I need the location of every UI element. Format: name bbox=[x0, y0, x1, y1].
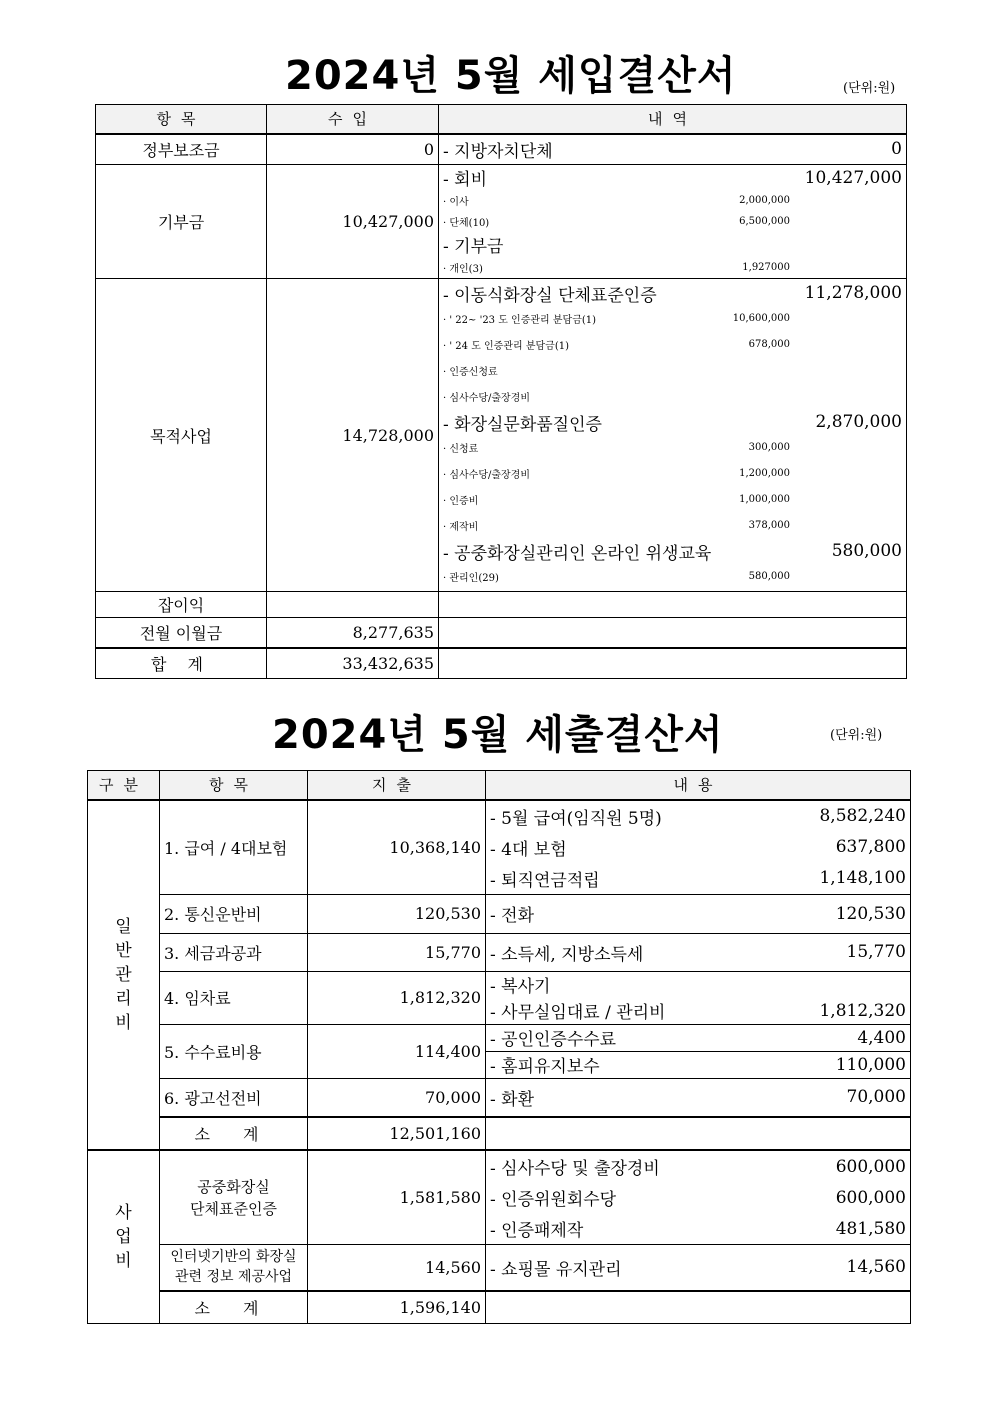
purpose-amount: 14,728,000 bbox=[267, 279, 439, 592]
total-amount: 33,432,635 bbox=[267, 648, 439, 679]
purpose-group1-label: - 이동식화장실 단체표준인증 bbox=[443, 285, 657, 306]
income-header-amount: 수입 bbox=[267, 105, 439, 134]
expense-header-item: 항목 bbox=[160, 771, 308, 800]
expense-table bbox=[87, 770, 911, 1324]
expense-detail: - 5월 급여(임직원 5명) 8,582,240 - 4대 보험 637,800 - 퇴직연금적립 1,148,100 bbox=[486, 800, 911, 895]
gov-detail-label: - 지방자치단체 bbox=[443, 141, 553, 162]
table-row bbox=[88, 933, 911, 971]
expense-amount: 1,812,320 bbox=[308, 971, 486, 1024]
donation-detail bbox=[439, 165, 907, 279]
donation-group1-amount: 10,427,000 bbox=[804, 167, 902, 188]
expense-item: 인터넷기반의 화장실 관련 정보 제공사업 bbox=[160, 1245, 308, 1291]
expense-title: 2024년 5월 세출결산서 bbox=[272, 712, 724, 758]
expense-amount: 70,000 bbox=[308, 1078, 486, 1117]
expense-detail: - 공인인증수수료 4,400 - 홈피유지보수 110,000 bbox=[486, 1024, 911, 1078]
donation-amount: 10,427,000 bbox=[267, 165, 439, 279]
expense-item: 4. 임차료 bbox=[160, 971, 308, 1024]
income-title: 2024년 5월 세입결산서 bbox=[285, 53, 737, 99]
income-row-donation bbox=[96, 165, 907, 279]
purpose-group1-amount: 11,278,000 bbox=[804, 283, 902, 303]
general-subtotal-label: 소 계 bbox=[160, 1117, 308, 1150]
expense-unit-label: (단위:원) bbox=[830, 728, 883, 743]
donation-group2-label: - 기부금 bbox=[443, 237, 504, 257]
purpose-detail bbox=[439, 279, 907, 592]
income-row-misc bbox=[96, 592, 907, 618]
purpose-item: 목적사업 bbox=[96, 279, 267, 592]
expense-detail: - 화환 70,000 bbox=[486, 1078, 911, 1117]
general-category: 일반관리비 bbox=[88, 800, 160, 1151]
list-item: · 이사 2,000,000 bbox=[443, 195, 790, 208]
donation-group1-label: - 회비 bbox=[443, 170, 487, 190]
list-item: · 단체(10) 6,500,000 bbox=[443, 216, 790, 229]
expense-header-detail: 내용 bbox=[486, 771, 911, 800]
list-item: · 심사수당/출장경비 1,200,000 bbox=[443, 468, 790, 481]
table-row bbox=[88, 800, 911, 895]
expense-item: 2. 통신운반비 bbox=[160, 894, 308, 933]
donation-item: 기부금 bbox=[96, 165, 267, 279]
expense-amount: 10,368,140 bbox=[308, 800, 486, 895]
income-unit-label: (단위:원) bbox=[843, 81, 896, 96]
income-row-purpose bbox=[96, 279, 907, 592]
gov-detail-amount: 0 bbox=[891, 139, 902, 160]
table-row bbox=[88, 1150, 911, 1245]
table-row bbox=[88, 1245, 911, 1291]
expense-item: 공중화장실 단체표준인증 bbox=[160, 1150, 308, 1245]
table-row bbox=[88, 1078, 911, 1117]
expense-detail: - 쇼핑몰 유지관리 14,560 bbox=[486, 1245, 911, 1291]
misc-item: 잡이익 bbox=[96, 592, 267, 618]
total-item: 합 계 bbox=[96, 648, 267, 679]
expense-detail: - 심사수당 및 출장경비 600,000 - 인증위원회수당 600,000 - 인증패제작 481,580 bbox=[486, 1150, 911, 1245]
business-category: 사업비 bbox=[88, 1150, 160, 1324]
list-item: · ' 24 도 인증관리 분담금(1) 678,000 bbox=[443, 339, 790, 352]
purpose-group3-amount: 580,000 bbox=[831, 541, 902, 561]
expense-amount: 15,770 bbox=[308, 933, 486, 971]
misc-amount bbox=[267, 592, 439, 618]
table-row bbox=[88, 1024, 911, 1078]
gov-detail bbox=[439, 134, 907, 165]
expense-detail: - 복사기 - 사무실임대료 / 관리비 1,812,320 bbox=[486, 971, 911, 1024]
gov-amount: 0 bbox=[267, 134, 439, 165]
business-subtotal-amount: 1,596,140 bbox=[308, 1291, 486, 1324]
expense-header-amount: 지출 bbox=[308, 771, 486, 800]
expense-item: 6. 광고선전비 bbox=[160, 1078, 308, 1117]
list-item: · ' 22~ '23 도 인증관리 분담금(1) 10,600,000 bbox=[443, 313, 790, 326]
list-item: · 개인(3) 1,927000 bbox=[443, 262, 790, 275]
list-item: · 관리인(29) 580,000 bbox=[443, 571, 790, 584]
table-row bbox=[88, 894, 911, 933]
purpose-group2-label: - 화장실문화품질인증 bbox=[443, 414, 602, 435]
expense-detail: - 소득세, 지방소득세 15,770 bbox=[486, 933, 911, 971]
income-row-carry bbox=[96, 618, 907, 648]
list-item: · 신청료 300,000 bbox=[443, 442, 790, 455]
list-item: · 인증비 1,000,000 bbox=[443, 494, 790, 507]
carry-item: 전월 이월금 bbox=[96, 618, 267, 648]
expense-amount: 120,530 bbox=[308, 894, 486, 933]
table-row bbox=[88, 971, 911, 1024]
income-header-detail: 내역 bbox=[439, 105, 907, 134]
income-row-total bbox=[96, 648, 907, 679]
expense-amount: 14,560 bbox=[308, 1245, 486, 1291]
expense-amount: 114,400 bbox=[308, 1024, 486, 1078]
general-subtotal-row bbox=[88, 1117, 911, 1150]
expense-detail: - 전화 120,530 bbox=[486, 894, 911, 933]
gov-item: 정부보조금 bbox=[96, 134, 267, 165]
purpose-group3-label: - 공중화장실관리인 온라인 위생교육 bbox=[443, 543, 712, 564]
list-item: · 인증신청료 bbox=[443, 367, 498, 378]
income-header-item: 항목 bbox=[96, 105, 267, 134]
expense-header-category: 구분 bbox=[88, 771, 160, 800]
expense-item: 1. 급여 / 4대보험 bbox=[160, 800, 308, 895]
income-table bbox=[95, 104, 907, 679]
income-row-gov bbox=[96, 134, 907, 165]
purpose-group2-amount: 2,870,000 bbox=[815, 412, 902, 432]
list-item: · 심사수당/출장경비 bbox=[443, 393, 531, 404]
list-item: · 제작비 378,000 bbox=[443, 520, 790, 533]
general-subtotal-amount: 12,501,160 bbox=[308, 1117, 486, 1150]
carry-amount: 8,277,635 bbox=[267, 618, 439, 648]
business-subtotal-row bbox=[88, 1291, 911, 1324]
business-subtotal-label: 소 계 bbox=[160, 1291, 308, 1324]
expense-item: 5. 수수료비용 bbox=[160, 1024, 308, 1078]
expense-amount: 1,581,580 bbox=[308, 1150, 486, 1245]
expense-item: 3. 세금과공과 bbox=[160, 933, 308, 971]
